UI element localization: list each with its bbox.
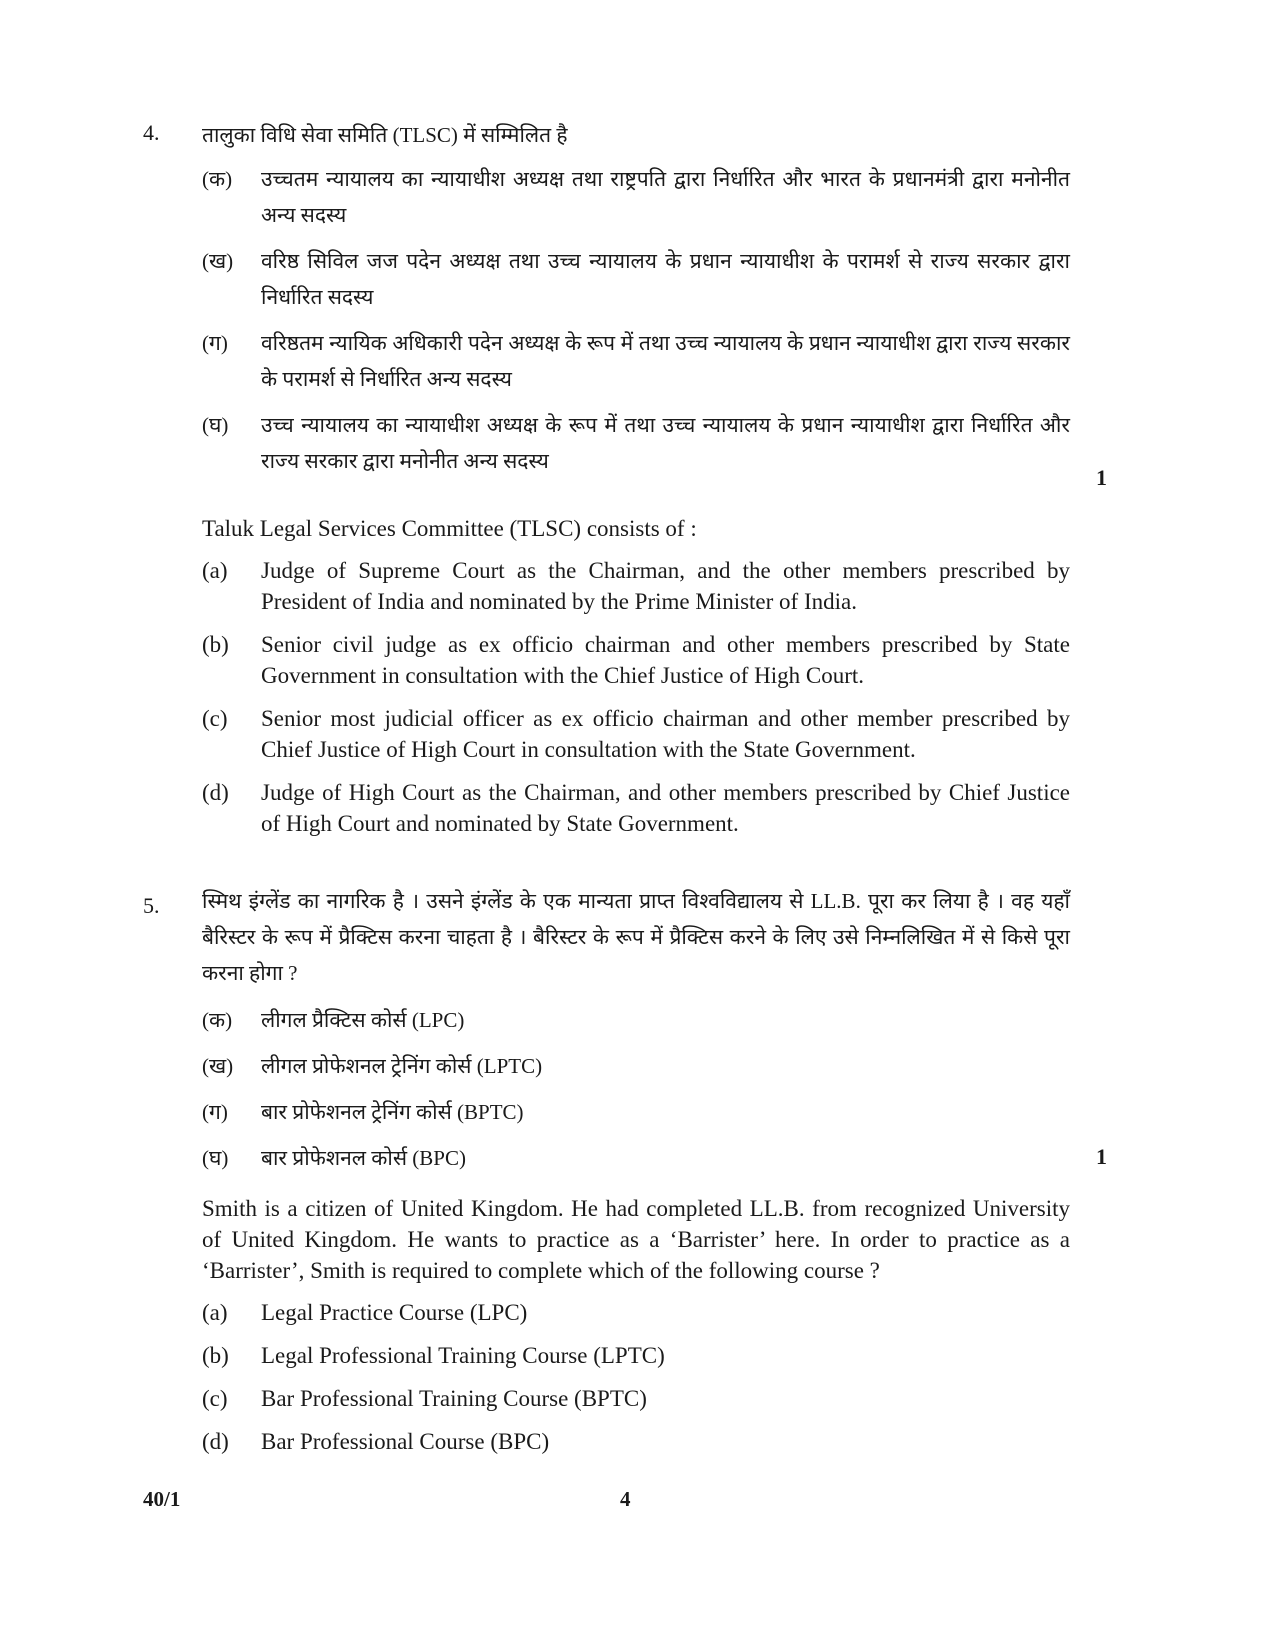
option-english-c [202, 703, 1070, 765]
option-label: (ग) [202, 1100, 228, 1124]
option-text: Judge of High Court as the Chairman, and other members prescribed by Chief Justice of High Court and nominated by State Government. [261, 780, 1070, 836]
question-stem-hindi: स्मिथ इंग्लेंड का नागरिक है । उसने इंग्लेंड के एक मान्यता प्राप्त विश्वविद्यालय से LL.B. पूरा कर लिया है । वह यहाँ बैरिस्टर के रूप में प्रैक्टिस करना चाहता है । बैरिस्टर के रूप में प्रैक्टिस करने के लिए उसे निम्नलिखित में से किसे पूरा करना होगा ? [202, 889, 1070, 985]
option-english-a [202, 555, 1070, 617]
paper-code: 40/1 [143, 1487, 181, 1511]
option-label: (b) [202, 1343, 229, 1368]
option-label: (घ) [202, 1146, 229, 1170]
option-hindi-ka [202, 161, 1070, 233]
question-number: 4. [143, 120, 160, 145]
option-text: Bar Professional Course (BPC) [261, 1429, 550, 1454]
option-label: (क) [202, 1008, 233, 1032]
option-text: बार प्रोफेशनल ट्रेनिंग कोर्स (BPTC) [261, 1100, 524, 1124]
page-number: 4 [620, 1487, 631, 1511]
option-text: Legal Professional Training Course (LPTC) [261, 1343, 665, 1368]
question-stem-hindi: तालुका विधि सेवा समिति (TLSC) में सम्मिलित है [202, 123, 568, 147]
option-label: (a) [202, 1300, 228, 1325]
option-text: लीगल प्रैक्टिस कोर्स (LPC) [261, 1008, 465, 1032]
option-label: (ख) [202, 1054, 234, 1078]
option-text: बार प्रोफेशनल कोर्स (BPC) [261, 1146, 466, 1170]
option-hindi-kha [202, 1048, 1070, 1084]
option-label: (क) [202, 167, 233, 191]
option-hindi-gha [202, 1140, 1070, 1176]
option-english-b [202, 1340, 1070, 1371]
question-stem-english: Taluk Legal Services Committee (TLSC) consists of : [202, 516, 697, 541]
option-hindi-ga [202, 325, 1070, 397]
option-hindi-kha [202, 243, 1070, 315]
question-stem-english: Smith is a citizen of United Kingdom. He had completed LL.B. from recognized University of United Kingdom. He wants to practice as a ‘Barrister’ here. In order to practice as a ‘Barrister’, Smith is required to complete which of the following course ? [202, 1196, 1070, 1283]
option-text: लीगल प्रोफेशनल ट्रेनिंग कोर्स (LPTC) [261, 1054, 543, 1078]
option-hindi-ga [202, 1094, 1070, 1130]
option-english-d [202, 1426, 1070, 1457]
option-english-b [202, 629, 1070, 691]
option-label: (d) [202, 1429, 229, 1454]
option-text: Legal Practice Course (LPC) [261, 1300, 528, 1325]
marks-label: 1 [1096, 465, 1107, 490]
option-text: Bar Professional Training Course (BPTC) [261, 1386, 647, 1411]
option-text: उच्च न्यायालय का न्यायाधीश अध्यक्ष के रूप में तथा उच्च न्यायालय के प्रधान न्यायाधीश द्वारा निर्धारित और राज्य सरकार द्वारा मनोनीत अन्य सदस्य [261, 413, 1070, 473]
question-number: 5. [143, 893, 160, 918]
option-text: वरिष्ठ सिविल जज पदेन अध्यक्ष तथा उच्च न्यायालय के प्रधान न्यायाधीश के परामर्श से राज्य सरकार द्वारा निर्धारित सदस्य [261, 249, 1070, 309]
option-english-c [202, 1383, 1070, 1414]
option-label: (d) [202, 780, 229, 805]
option-text: Senior civil judge as ex officio chairman and other members prescribed by State Government in consultation with the Chief Justice of High Court. [261, 632, 1070, 688]
option-text: Senior most judicial officer as ex officio chairman and other member prescribed by Chief Justice of High Court in consultation with the State Government. [261, 706, 1070, 762]
option-label: (ग) [202, 331, 228, 355]
option-label: (ख) [202, 249, 234, 273]
option-label: (c) [202, 1386, 228, 1411]
option-label: (c) [202, 706, 228, 731]
option-text: उच्चतम न्यायालय का न्यायाधीश अध्यक्ष तथा राष्ट्रपति द्वारा निर्धारित और भारत के प्रधानमंत्री द्वारा मनोनीत अन्य सदस्य [261, 167, 1070, 227]
option-text: Judge of Supreme Court as the Chairman, and the other members prescribed by President of India and nominated by the Prime Minister of India. [261, 558, 1070, 614]
option-label: (घ) [202, 413, 229, 437]
option-text: वरिष्ठतम न्यायिक अधिकारी पदेन अध्यक्ष के रूप में तथा उच्च न्यायालय के प्रधान न्यायाधीश द्वारा राज्य सरकार के परामर्श से निर्धारित अन्य सदस्य [261, 331, 1070, 391]
option-hindi-gha [202, 407, 1070, 479]
option-english-a [202, 1297, 1070, 1328]
marks-label: 1 [1096, 1144, 1107, 1169]
option-english-d [202, 777, 1070, 839]
option-hindi-ka [202, 1002, 1070, 1038]
option-label: (a) [202, 558, 228, 583]
option-label: (b) [202, 632, 229, 657]
